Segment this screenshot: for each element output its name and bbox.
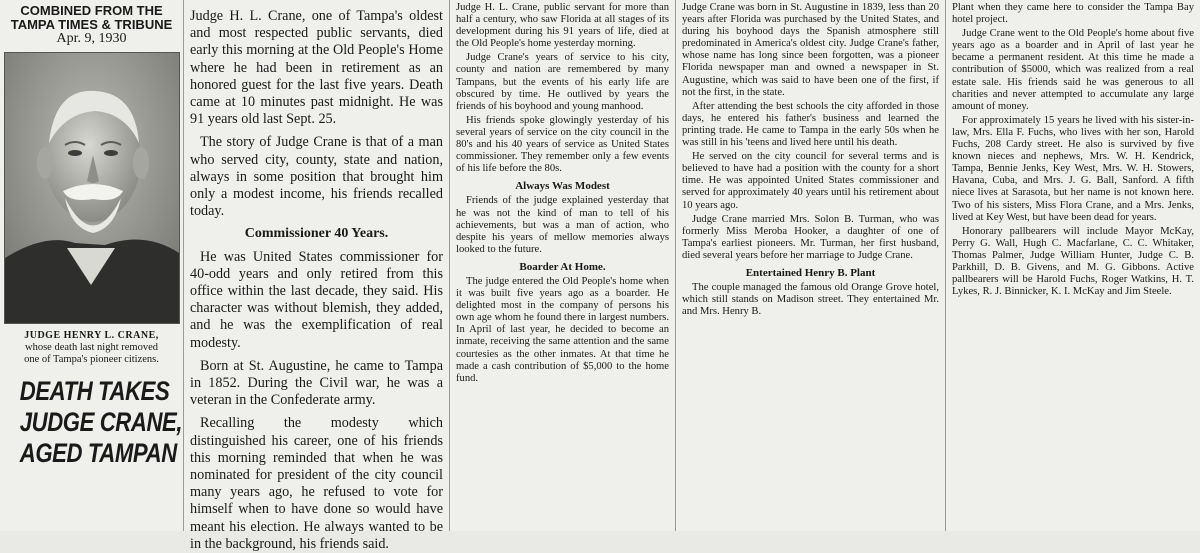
headline-line-1: DEATH TAKES [19, 376, 170, 406]
article-column-5 [945, 0, 1200, 531]
paragraph: He served on the city council for several terms and is believed to have had a position with the county for a short time. He was appointed United States commissioner and served for approximately 40 years until his retirement about 10 years ago. [682, 151, 939, 211]
paragraph: Born at St. Augustine, he came to Tampa in 1852. During the Civil war, he was a veteran in the Confederate army. [190, 357, 443, 409]
paragraph: The story of Judge Crane is that of a man who served city, county, state and nation, always in some position that brought him only a modest income, his friends recalled today. [190, 134, 443, 220]
paragraph: Judge H. L. Crane, public servant for more than half a century, who saw Florida at all stages of its development during his 91 years of life, died at the Old People's home yesterday morning. [456, 2, 669, 50]
paragraph: Judge Crane married Mrs. Solon B. Turman, who was formerly Miss Meroba Hooker, a daughter of one of Tampa's earliest pioneers. Mr. Turman, her first husband, died several years before her marriage to Judge Crane. [682, 213, 939, 261]
headline-line-2: JUDGE CRANE, [19, 407, 183, 437]
article-column-4 [675, 0, 945, 531]
article-column-3 [449, 0, 675, 531]
subheading: Commissioner 40 Years. [244, 226, 389, 242]
paragraph: His friends spoke glowingly yesterday of his several years of service on the city council in the 80's and his 40 years of service as United States commissioner. They remember only a few events of his life before the 80s. [456, 114, 669, 175]
headline [19, 376, 183, 469]
photo-caption-line-1: whose death last night removed [25, 342, 158, 353]
paragraph: Judge Crane was born in St. Augustine in 1839, less than 20 years after Florida was purchased by the United States, and during his boyhood days the Spanish atmosphere still predominated in America's oldest city. Judge Crane's father, whose name has long since been forgotten, was a pioneer Florida newspaper man and owned a newspaper in St. Augustine, which was said to have been one of the first, if not the first, in the state. [682, 2, 939, 98]
paragraph: He was United States commissioner for 40-odd years and only retired from this office within the last decade, they said. His character was without blemish, they added, and he was the exemplification of real modesty. [190, 248, 443, 351]
subheading: Always Was Modest [515, 180, 610, 193]
portrait-photo [4, 52, 180, 324]
headline-line-3: AGED TAMPAN [19, 438, 177, 468]
paragraph: The couple managed the famous old Orange Grove hotel, which still stands on Madison street. They entertained Mr. and Mrs. Henry B. [682, 282, 939, 318]
photo-caption-line-2: one of Tampa's pioneer citizens. [24, 354, 159, 365]
masthead [4, 4, 179, 46]
article-column-2 [183, 0, 449, 552]
masthead-date: Apr. 9, 1930 [56, 31, 127, 46]
paragraph: Friends of the judge explained yesterday that he was not the kind of man to tell of his achievements, but was a man of action, who despite his years of mellow memories always looked to the future. [456, 195, 669, 255]
paragraph: For approximately 15 years he lived with his sister-in-law, Mrs. Ella F. Fuchs, who lives with her son, Harold Fuchs, 208 Cardy street. He also is survived by five known nieces and nephews, Mrs. W. H. Kendrick, Tampa, Bennie Jenks, Key West, Mrs. W. H. Stowers, Havana, Cuba, and Mrs. J. G. Ball, Sanford. A fifth niece lives at Sarasota, but her name is not known here. Two of his sisters, Miss Flora Crane, and a Mrs. Jenks, lived at Key West, but have been dead for years. [952, 114, 1194, 223]
subheading: Entertained Henry B. Plant [745, 266, 876, 279]
paragraph: Honorary pallbearers will include Mayor McKay, Perry G. Wall, Hugh C. Macfarlane, C. C. Whitaker, Thomas Palmer, Judge William Hunter, Judge C. B. Parkhill, D. B. Givens, and M. G. Gibbons. Active pallbearers will be Harold Fuchs, Roger Watkins, H. T. Lykes, R. J. Binnicker, K. I. McKay and Jim Steele. [952, 225, 1194, 298]
paragraph: The judge entered the Old People's home when it was built five years ago as a boarder. He delighted most in the company of persons his own age whom he found there in largest numbers. In April of last year, he decided to become an inmate, receiving the same attention and the same courtesies as the other inmates. At that time he made a cash contribution of $5,000 to the home fund. [456, 275, 669, 384]
subheading: Boarder At Home. [519, 260, 606, 273]
masthead-line-1: COMBINED FROM THE [20, 3, 163, 18]
paragraph: Plant when they came here to consider the Tampa Bay hotel project. [952, 2, 1194, 26]
paragraph: Judge Crane went to the Old People's home about five years ago as a boarder and in April of last year he became a permanent resident. At this time he made a contribution of $5000, which was realized from a real estate sale. His friends said he was generous to all charities and never attempted to accumulate any large amount of money. [952, 28, 1194, 112]
left-column [0, 0, 183, 531]
photo-caption-name: JUDGE HENRY L. CRANE, [24, 330, 159, 341]
paragraph: Judge H. L. Crane, one of Tampa's oldest and most respected public servants, died early this morning at the Old People's Home where he had been in retirement as an honored guest for the last five years. Death came at 10 minutes past midnight. He was 91 years old last Sept. 25. [190, 8, 443, 128]
paragraph: Recalling the modesty which distinguished his career, one of his friends this morning reminded that when he was nominated for president of the city council many years ago, he refused to vote for himself when to have done so would have meant his election. He always wanted to be in the background, his friends said. [190, 415, 443, 552]
masthead-line-2: TAMPA TIMES & TRIBUNE [10, 17, 173, 32]
paragraph: Judge Crane's years of service to his city, county and nation are remembered by many Tampans, but the events of his early life are obscured by time. He outlived by years the friends of his boyhood and young manhood. [456, 52, 669, 112]
paragraph: After attending the best schools the city afforded in those days, he entered his father's business and learned the printing trade. He came to Tampa in the early 50s when he was still in his 'teens and lived here until his death. [682, 100, 939, 149]
